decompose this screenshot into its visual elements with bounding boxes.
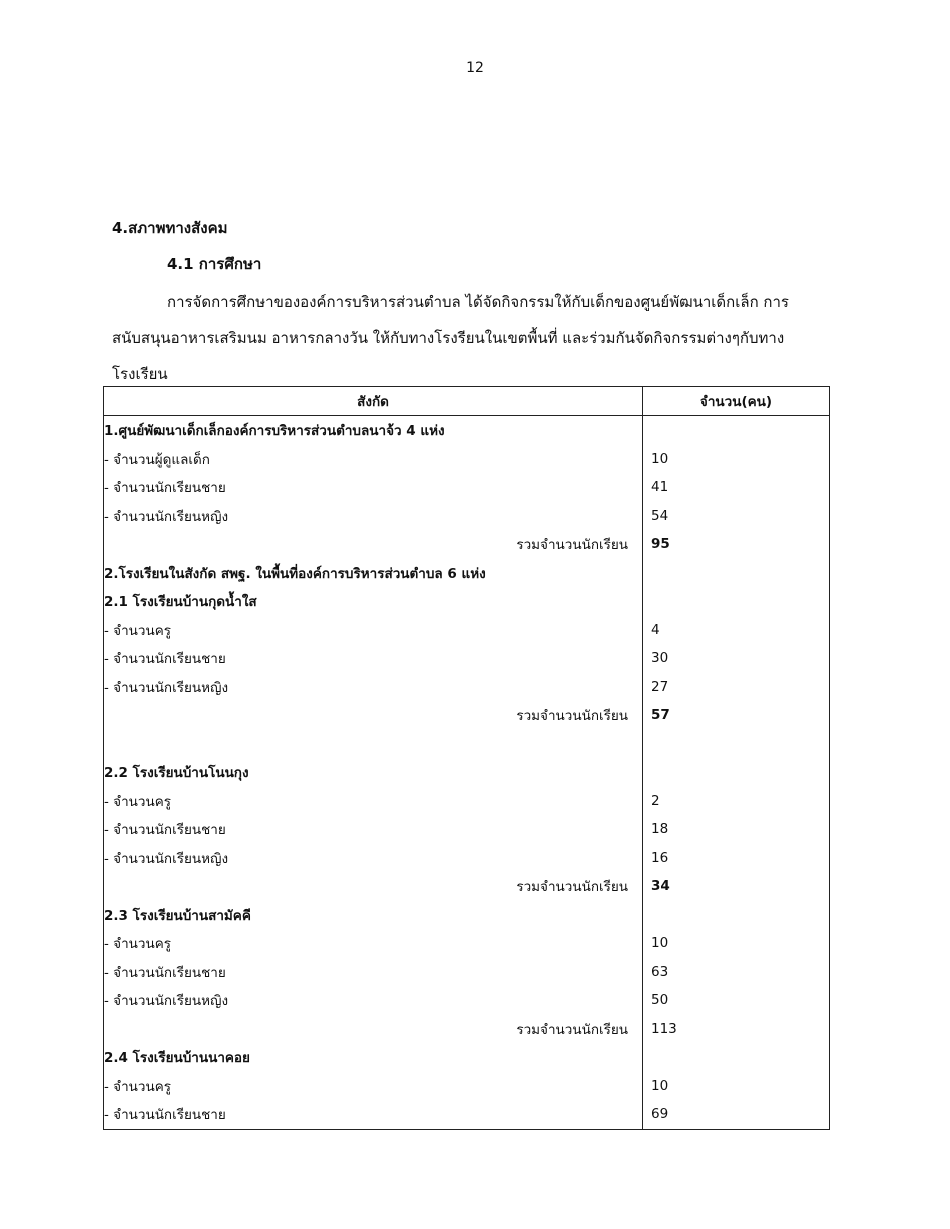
row-label: - จำนวนนักเรียนชาย xyxy=(104,473,643,502)
row-label: - จำนวนนักเรียนหญิง xyxy=(104,502,643,531)
table-row xyxy=(104,815,830,844)
table-row xyxy=(104,473,830,502)
row-total-value: 57 xyxy=(643,701,830,730)
section-title: 4.สภาพทางสังคม xyxy=(112,219,228,237)
row-value xyxy=(643,587,830,616)
row-value xyxy=(643,901,830,930)
paragraph-line-text: การจัดการศึกษาขององค์การบริหารส่วนตำบล ได้จัดกิจกรรมให้กับเด็กของศูนย์พัฒนาเด็กเล็ก การ xyxy=(167,293,789,311)
row-total-label: รวมจำนวนนักเรียน xyxy=(104,1015,643,1044)
row-value xyxy=(643,758,830,787)
table-row xyxy=(104,616,830,645)
row-label: - จำนวนนักเรียนหญิง xyxy=(104,986,643,1015)
row-value: 50 xyxy=(643,986,830,1015)
table-row xyxy=(104,559,830,588)
table-row xyxy=(104,929,830,958)
header-count: จำนวน(คน) xyxy=(643,387,830,416)
table-row xyxy=(104,901,830,930)
table-row xyxy=(104,844,830,873)
paragraph-line: สนับสนุนอาหารเสริมนม อาหารกลางวัน ให้กับทางโรงรียนในเขตพื้นที่ และร่วมกันจัดกิจกรรมต่างๆกับทาง xyxy=(112,329,785,347)
table-row xyxy=(104,1072,830,1101)
row-total-value: 113 xyxy=(643,1015,830,1044)
row-label: 2.1 โรงเรียนบ้านกุดน้ำใส xyxy=(104,587,643,616)
row-label: - จำนวนครู xyxy=(104,1072,643,1101)
row-label: 2.โรงเรียนในสังกัด สพฐ. ในพื้นที่องค์การบริหารส่วนตำบล 6 แห่ง xyxy=(104,559,643,588)
table-row xyxy=(104,872,830,901)
row-value: 10 xyxy=(643,1072,830,1101)
education-stats-table xyxy=(103,386,830,1130)
table-header-row xyxy=(104,387,830,416)
row-value: 30 xyxy=(643,644,830,673)
paragraph-line: โรงเรียน xyxy=(112,365,168,383)
row-total-label: รวมจำนวนนักเรียน xyxy=(104,872,643,901)
table-row xyxy=(104,758,830,787)
row-value: 63 xyxy=(643,958,830,987)
row-value: 69 xyxy=(643,1100,830,1129)
row-label: 1.ศูนย์พัฒนาเด็กเล็กองค์การบริหารส่วนตำบลนาจ้ว 4 แห่ง xyxy=(104,416,643,445)
row-label xyxy=(104,730,643,759)
row-value xyxy=(643,559,830,588)
row-label: 2.4 โรงเรียนบ้านนาคอย xyxy=(104,1043,643,1072)
table-row xyxy=(104,1100,830,1129)
table-row xyxy=(104,787,830,816)
row-value xyxy=(643,1043,830,1072)
table-row xyxy=(104,730,830,759)
table-row xyxy=(104,416,830,445)
row-label: - จำนวนผู้ดูแลเด็ก xyxy=(104,445,643,474)
table-row xyxy=(104,701,830,730)
row-label: - จำนวนนักเรียนชาย xyxy=(104,958,643,987)
table-row xyxy=(104,958,830,987)
table-row xyxy=(104,445,830,474)
row-value: 16 xyxy=(643,844,830,873)
table-row xyxy=(104,1043,830,1072)
table-row xyxy=(104,502,830,531)
row-label: - จำนวนนักเรียนชาย xyxy=(104,815,643,844)
table-row xyxy=(104,986,830,1015)
row-value: 4 xyxy=(643,616,830,645)
intro-paragraph xyxy=(112,284,832,392)
table-row xyxy=(104,1015,830,1044)
row-total-label: รวมจำนวนนักเรียน xyxy=(104,530,643,559)
row-label: - จำนวนนักเรียนชาย xyxy=(104,644,643,673)
subsection-title: 4.1 การศึกษา xyxy=(167,255,262,273)
row-label: - จำนวนนักเรียนหญิง xyxy=(104,844,643,873)
table-row xyxy=(104,530,830,559)
row-value: 2 xyxy=(643,787,830,816)
row-value: 41 xyxy=(643,473,830,502)
row-total-label: รวมจำนวนนักเรียน xyxy=(104,701,643,730)
row-value: 10 xyxy=(643,929,830,958)
row-label: 2.2 โรงเรียนบ้านโนนกุง xyxy=(104,758,643,787)
row-label: 2.3 โรงเรียนบ้านสามัคคี xyxy=(104,901,643,930)
row-value: 10 xyxy=(643,445,830,474)
row-label: - จำนวนนักเรียนชาย xyxy=(104,1100,643,1129)
row-value: 54 xyxy=(643,502,830,531)
table-row xyxy=(104,644,830,673)
page-number: 12 xyxy=(466,60,484,76)
row-label: - จำนวนครู xyxy=(104,616,643,645)
table-row xyxy=(104,587,830,616)
paragraph-line xyxy=(112,284,832,320)
row-value xyxy=(643,730,830,759)
row-value: 27 xyxy=(643,673,830,702)
row-label: - จำนวนครู xyxy=(104,787,643,816)
row-total-value: 95 xyxy=(643,530,830,559)
row-value: 18 xyxy=(643,815,830,844)
row-total-value: 34 xyxy=(643,872,830,901)
row-value xyxy=(643,416,830,445)
header-affiliation: สังกัด xyxy=(104,387,643,416)
table-row xyxy=(104,673,830,702)
row-label: - จำนวนนักเรียนหญิง xyxy=(104,673,643,702)
row-label: - จำนวนครู xyxy=(104,929,643,958)
